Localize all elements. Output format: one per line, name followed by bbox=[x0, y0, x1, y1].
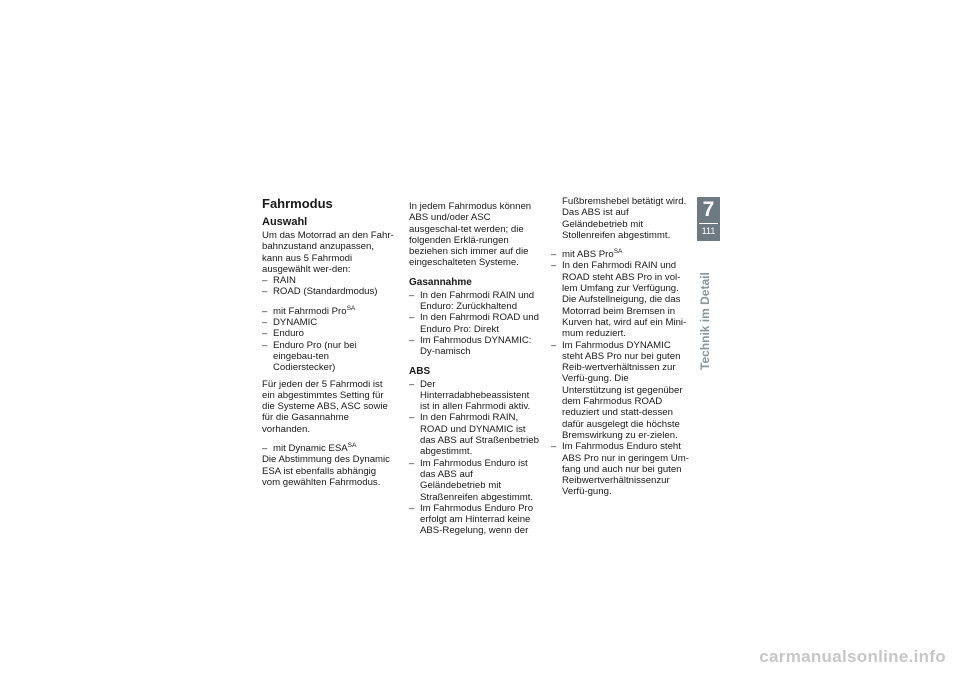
gas-list bbox=[409, 290, 541, 358]
gas-heading: Gasannahme bbox=[409, 276, 472, 288]
esa-list bbox=[262, 443, 394, 454]
chapter-tab bbox=[697, 197, 720, 241]
sa-mark: SA bbox=[346, 304, 356, 312]
list-item: – DYNAMIC bbox=[262, 317, 394, 328]
list-item: – ROAD (Standardmodus) bbox=[262, 286, 394, 297]
sa-mark: SA bbox=[613, 248, 623, 255]
systems-paragraph: In jedem Fahrmodus können ABS und/oder ASC ausgeschal-tet werden; die folgenden Erklä-rungen beziehen sich immer auf die eingeschalteten Systeme. bbox=[409, 201, 532, 269]
subsection-heading: Auswahl bbox=[262, 216, 308, 228]
column-3 bbox=[551, 196, 689, 498]
list-item-optional-equipment bbox=[262, 443, 394, 454]
list-item-optional-equipment bbox=[262, 306, 394, 317]
list-item: – Enduro bbox=[262, 328, 394, 339]
list-item: – Im Fahrmodus Enduro steht ABS Pro nur in geringem Um-fang und auch nur bei guten Reibwertverhältnissenzur Verfü-gung. bbox=[551, 441, 689, 497]
sa-item-text: mit Dynamic ESA bbox=[273, 443, 348, 455]
abs-pro-list bbox=[551, 249, 689, 498]
abs-list bbox=[409, 379, 541, 537]
list-item: – Im Fahrmodus Enduro ist das ABS auf Geländebetrieb mit Straßenreifen abgestimmt. bbox=[409, 458, 541, 503]
column-2 bbox=[409, 201, 541, 537]
sa-item-text: mit ABS Pro bbox=[562, 249, 614, 261]
continued-text: Fußbremshebel betätigt wird. Das ABS ist auf Geländebetrieb mit Stollenreifen abgestimmt. bbox=[562, 196, 687, 241]
list-item: – Der Hinterradabhebeassistent ist in allen Fahrmodi aktiv. bbox=[409, 379, 541, 413]
column-1 bbox=[262, 196, 394, 488]
abs-heading: ABS bbox=[409, 365, 431, 377]
list-item: – Enduro Pro (nur bei eingebau-ten Codierstecker) bbox=[262, 340, 394, 374]
mode-list-pro bbox=[262, 306, 394, 374]
list-item-optional-equipment bbox=[551, 249, 689, 260]
list-item: – RAIN bbox=[262, 275, 394, 286]
list-item: – In den Fahrmodi ROAD und Enduro Pro: Direkt bbox=[409, 312, 541, 335]
sa-mark: SA bbox=[347, 441, 357, 449]
list-item: – In den Fahrmodi RAIN, ROAD und DYNAMIC ist das ABS auf Straßenbetrieb abgestimmt. bbox=[409, 412, 541, 457]
intro-paragraph: Um das Motorrad an den Fahr-bahnzustand anzupassen, kann aus 5 Fahrmodi ausgewählt wer-den: bbox=[262, 230, 394, 275]
sa-item-text: mit Fahrmodi Pro bbox=[273, 305, 347, 317]
list-item: – Im Fahrmodus DYNAMIC: Dy-namisch bbox=[409, 335, 541, 358]
section-heading: Fahrmodus bbox=[262, 196, 333, 211]
list-item: – Im Fahrmodus Enduro Pro erfolgt am Hinterrad keine ABS-Regelung, wenn der bbox=[409, 503, 541, 537]
esa-paragraph: Die Abstimmung des Dynamic ESA ist ebenfalls abhängig vom gewählten Fahrmodus. bbox=[262, 454, 390, 488]
list-item: – In den Fahrmodi RAIN und Enduro: Zurückhaltend bbox=[409, 290, 541, 313]
section-side-title: Technik im Detail bbox=[698, 272, 712, 370]
list-item: – In den Fahrmodi RAIN und ROAD steht ABS Pro in vol-lem Umfang zur Verfügung. Die Aufstellneigung, die das Motorrad beim Bremsen in Kurven hat, wird auf ein Mini-mum reduziert. bbox=[551, 260, 689, 339]
list-item: – Im Fahrmodus DYNAMIC steht ABS Pro nur bei guten Reib-wertverhältnissen zur Verfü-gung. Die Unterstützung ist gegenüber dem Fahrmodus ROAD reduziert und statt-dessen dafür ausgelegt die höchste Bremswirkung zu er-zielen. bbox=[551, 340, 689, 442]
chapter-number: 7 bbox=[702, 198, 715, 221]
watermark: carmanualsonline.info bbox=[759, 647, 946, 666]
page-number: 111 bbox=[701, 226, 716, 236]
settings-paragraph: Für jeden der 5 Fahrmodi ist ein abgestimmtes Setting für die Systeme ABS, ASC sowie für die Gasannahme vorhanden. bbox=[262, 378, 388, 435]
mode-list-standard bbox=[262, 275, 394, 298]
